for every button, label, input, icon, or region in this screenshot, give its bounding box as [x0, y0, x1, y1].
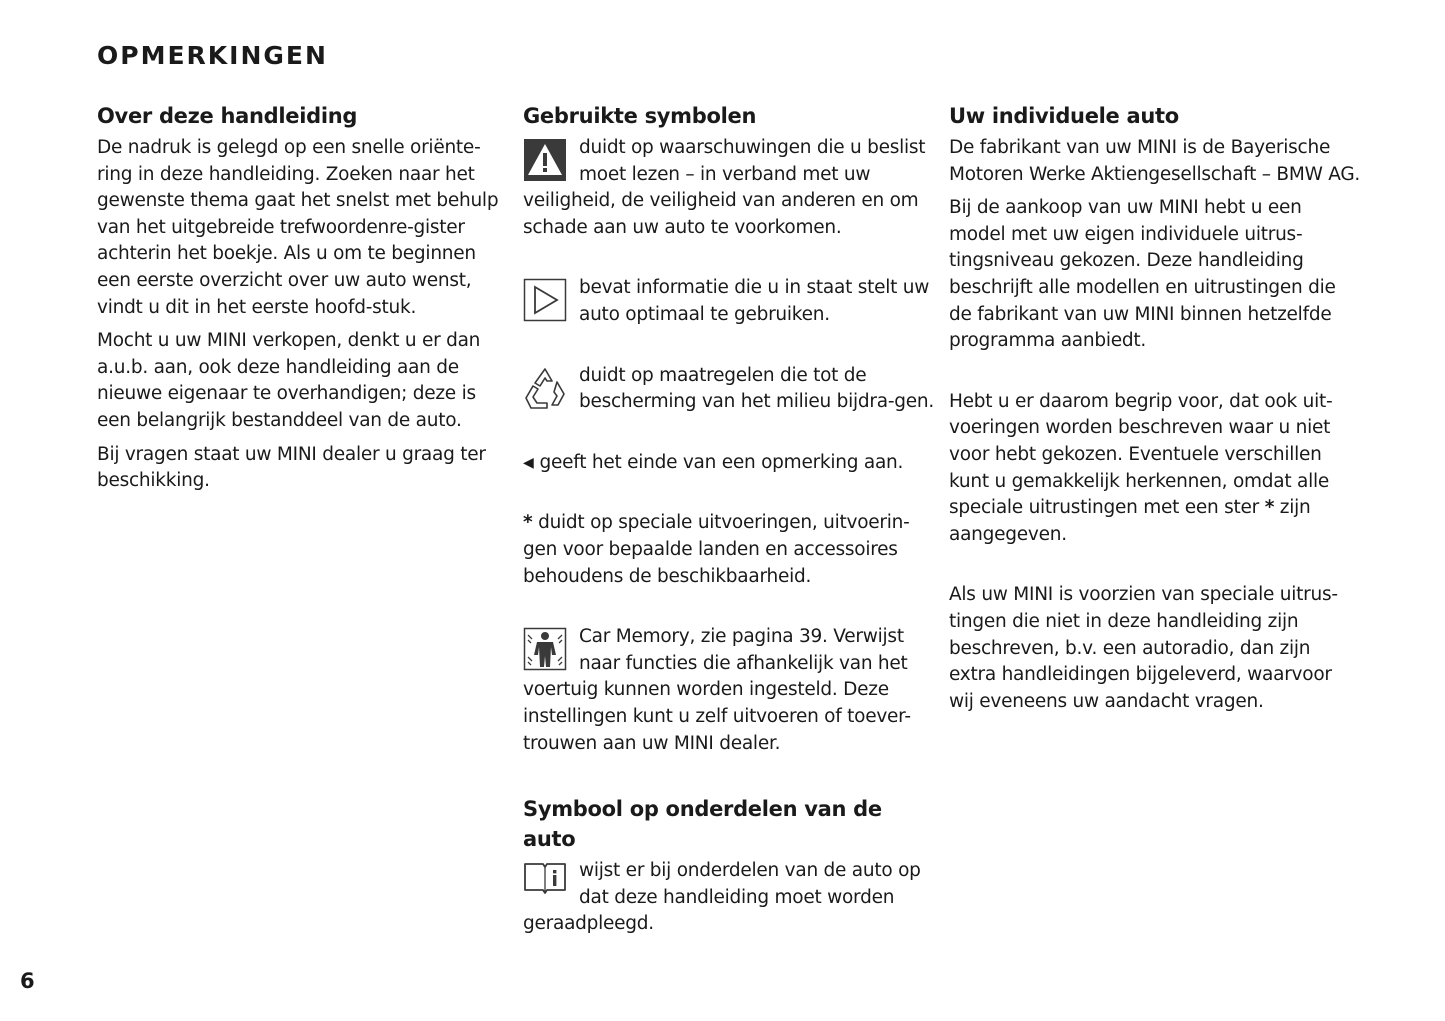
paragraph-selling: Mocht u uw MINI verkopen, denkt u er dan a.u.b. aan, ook deze handleiding aan de nieuwe eigenaar te overhandigen; deze is een belangrijk bestanddeel van de auto. — [97, 330, 481, 431]
paragraph-differences-text: Hebt u er daarom begrip voor, dat ook uit-voeringen worden beschreven waar u niet voor hebt gekozen. Eventuele verschillen kunt u gemakkelijk herkennen, omdat alle speciale uitrustingen met een ster — [949, 390, 1333, 519]
book-info-icon — [523, 860, 567, 896]
symbol-end-text: geeft het einde van een opmerking aan. — [539, 451, 904, 473]
section-heading-symbols: Gebruikte symbolen — [523, 104, 757, 128]
section-heading-individual-car: Uw individuele auto — [949, 104, 1179, 128]
symbol-book-text: wijst er bij onderdelen van de auto op dat deze handleiding moet worden geraadpleegd. — [523, 860, 921, 935]
column-about-manual — [97, 101, 505, 502]
paragraph-differences — [949, 389, 1361, 549]
symbol-warning — [523, 135, 935, 248]
symbol-recycle-text: duidt op maatregelen die tot de bescherming van het milieu bijdra-gen. — [579, 364, 935, 413]
symbol-info-text: bevat informatie die u in staat stelt uw auto optimaal te gebruiken. — [579, 277, 930, 325]
warning-triangle-icon — [523, 138, 567, 182]
car-memory-icon — [523, 627, 567, 671]
paragraph-orientation: De nadruk is gelegd op een snelle oriënte-ring in deze handleiding. Zoeken naar het gewenste thema gaat het snelst met behulp van het uitgebreide trefwoordenre-gister achterin het boekje. Als u om te beginnen een eerste overzicht over uw auto wenst, vindt u dit in het eerste hoofd-stuk. — [97, 137, 499, 318]
symbol-book — [523, 858, 935, 945]
column-symbols — [523, 101, 935, 945]
column-individual-car — [949, 101, 1361, 722]
paragraph-extra-manuals: Als uw MINI is voorzien van speciale uitrus-tingen die niet in deze handleiding zijn beschreven, b.v. een autoradio, dan zijn extra handleidingen bijgeleverd, waarvoor wij eveneens uw aandacht vragen. — [949, 584, 1338, 712]
recycle-icon — [523, 366, 567, 410]
symbol-star-text: duidt op speciale uitvoeringen, uitvoerin-gen voor bepaalde landen en accessoires behoudens de beschikbaarheid. — [523, 512, 910, 587]
end-triangle-icon: ◀ — [523, 454, 534, 471]
symbol-car-memory — [523, 624, 935, 764]
page-title: OPMERKINGEN — [97, 41, 328, 70]
star-symbol: * — [523, 512, 533, 534]
section-heading-about-manual: Over deze handleiding — [97, 104, 358, 128]
paragraph-purchase: Bij de aankoop van uw MINI hebt u een model met uw eigen individuele uitrus-tingsniveau gekozen. Deze handleiding beschrijft alle modellen en uitrustingen die de fabrikant van uw MINI binnen hetzelfde programma aanbiedt. — [949, 197, 1336, 352]
section-heading-car-parts-symbol: Symbool op onderdelen van de auto — [523, 797, 882, 852]
symbol-info — [523, 275, 935, 335]
symbol-recycle — [523, 363, 935, 423]
star-symbol-inline: * — [1264, 497, 1275, 519]
symbol-warning-text: duidt op waarschuwingen die u beslist moet lezen – in verband met uw veiligheid, de veiligheid van anderen en om schade aan uw auto te voorkomen. — [523, 137, 926, 238]
paragraph-manufacturer: De fabrikant van uw MINI is de Bayerische Motoren Werke Aktiengesellschaft – BMW AG. — [949, 137, 1361, 185]
page-number: 6 — [20, 969, 35, 993]
play-triangle-icon — [523, 278, 567, 322]
symbol-car-memory-text: Car Memory, zie pagina 39. Verwijst naar functies die afhankelijk van het voertuig kunnen worden ingesteld. Deze instellingen kunt u zelf uitvoeren of toever-trouwen aan uw MINI dealer. — [523, 626, 911, 754]
symbol-end-marker — [523, 450, 935, 477]
paragraph-differences-end: zijn aangegeven. — [949, 497, 1311, 545]
symbol-star — [523, 510, 935, 590]
paragraph-dealer: Bij vragen staat uw MINI dealer u graag ter beschikking. — [97, 443, 486, 492]
